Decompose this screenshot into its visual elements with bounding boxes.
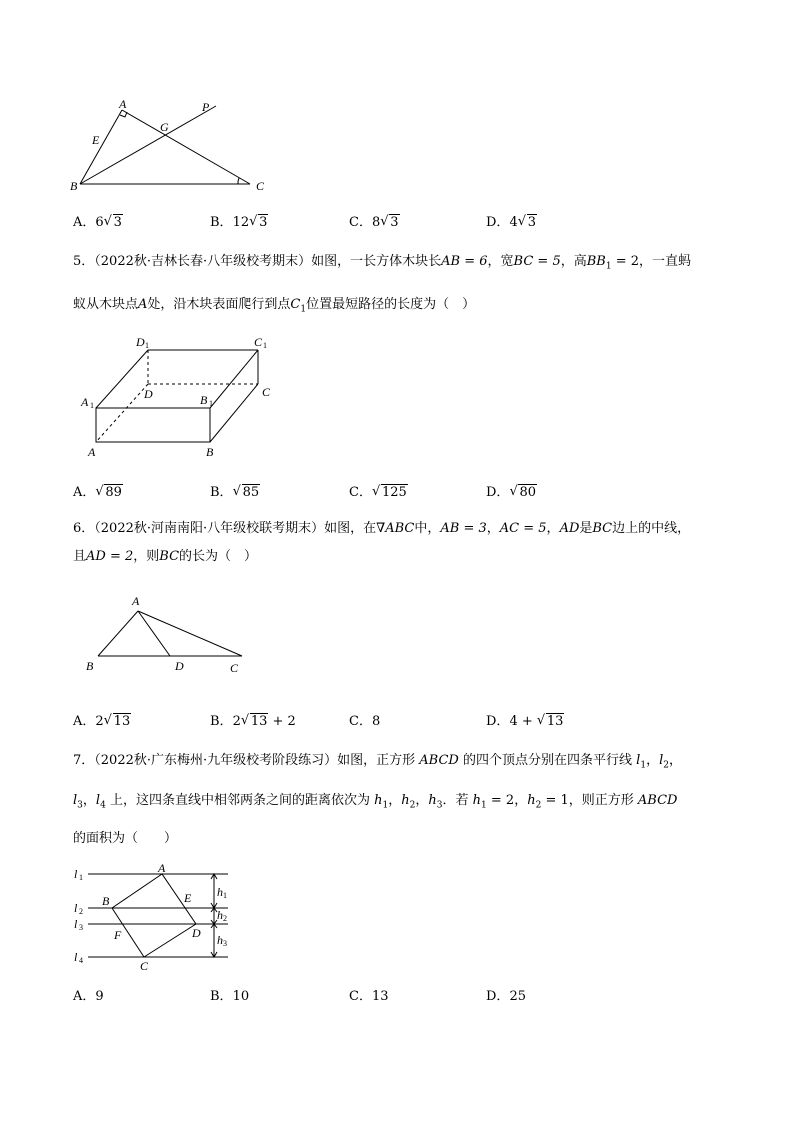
q6-option-a[interactable]: A．2√ 13 xyxy=(73,710,131,729)
svg-text:2: 2 xyxy=(223,914,227,923)
label-l4: l xyxy=(74,950,78,964)
label-d: D xyxy=(175,659,184,673)
label-l3: l xyxy=(74,917,78,931)
svg-text:1: 1 xyxy=(79,873,83,882)
label-c: C xyxy=(262,385,271,399)
svg-text:1: 1 xyxy=(263,341,267,350)
label-c: C xyxy=(140,959,149,973)
svg-text:4: 4 xyxy=(79,956,83,965)
q7-stem-line1: 7．（2022秋·广东梅州·九年级校考阶段练习）如图，正方形 ABCD 的四个顶点分别在四条平行线 $l_1$，$l_2$， xyxy=(73,753,682,771)
label-a: A xyxy=(88,445,96,459)
square-abcd xyxy=(112,874,196,957)
q7-stem-line3: 的面积为（ ） xyxy=(73,831,178,846)
q7-stem-line2: $l_3$，$l_4$ 上，这四条直线中相邻两条之间的距离依次为 $h_1$，$h_2$，$h_3$．若 $h_1 = 2$，$h_2 = 1$，则正方形 ABCD xyxy=(73,793,678,811)
side-ac xyxy=(122,110,250,184)
q5-option-c[interactable]: C．√ 125 xyxy=(349,481,408,500)
q4-option-a[interactable]: A．6√ 3 xyxy=(73,211,123,230)
q4-option-b[interactable]: B．12√ 3 xyxy=(210,211,268,230)
q5-option-d[interactable]: D．√ 80 xyxy=(486,481,537,500)
q6-stem-line2: 且AD = 2，则BC的长为（ ） xyxy=(73,549,258,564)
label-b: B xyxy=(206,445,214,459)
q5-stem-line2: 蚁从木块点A处，沿木块表面爬行到点$C_1$位置最短路径的长度为（ ） xyxy=(73,297,476,315)
label-p: P xyxy=(202,100,210,114)
q6-figure xyxy=(80,592,260,678)
label-e: E xyxy=(92,133,100,147)
label-h1: h xyxy=(217,885,223,899)
side-ab xyxy=(80,110,122,184)
label-a1: A xyxy=(81,395,89,409)
q7-option-d[interactable]: D．25 xyxy=(486,989,526,1004)
label-b1: B xyxy=(200,393,208,407)
svg-text:1: 1 xyxy=(223,891,227,900)
label-d: D xyxy=(144,387,153,401)
q6-stem-line1: 6．（2022秋·河南南阳·八年级校联考期末）如图，在∇ABC中，AB = 3，AC = 5，AD是BC边上的中线， xyxy=(73,521,691,536)
label-a: A xyxy=(132,594,140,608)
q5-option-a[interactable]: A．√ 89 xyxy=(73,481,123,500)
label-b: B xyxy=(86,659,94,673)
label-l1: l xyxy=(74,867,78,881)
q6-option-c[interactable]: C．8 xyxy=(349,714,381,729)
q6-option-b[interactable]: B．2√ 13 + 2 xyxy=(210,710,296,729)
q7-option-c[interactable]: C．13 xyxy=(349,989,389,1004)
svg-text:3: 3 xyxy=(223,939,227,948)
q4-option-d[interactable]: D．4√ 3 xyxy=(486,211,537,230)
svg-text:1: 1 xyxy=(145,341,149,350)
q7-option-a[interactable]: A．9 xyxy=(73,989,104,1004)
label-c: C xyxy=(230,661,239,675)
label-b: B xyxy=(102,894,110,908)
q4-figure xyxy=(66,98,296,196)
label-h3: h xyxy=(217,933,223,947)
label-g: G xyxy=(160,120,169,134)
svg-text:1: 1 xyxy=(90,401,94,410)
angle-c-mark xyxy=(238,178,239,184)
q6-option-d[interactable]: D．4 + √ 13 xyxy=(486,710,564,729)
q7-figure xyxy=(70,862,240,974)
svg-text:2: 2 xyxy=(79,907,83,916)
label-a: A xyxy=(119,98,127,111)
front-face xyxy=(96,408,210,442)
q4-option-c[interactable]: C．8√ 3 xyxy=(349,211,400,230)
svg-text:1: 1 xyxy=(209,399,213,408)
q5-figure xyxy=(76,334,286,462)
label-d1: D xyxy=(136,335,145,349)
label-c1: C xyxy=(254,335,263,349)
label-l2: l xyxy=(74,901,78,915)
svg-text:3: 3 xyxy=(79,923,83,932)
label-h2: h xyxy=(217,908,223,922)
label-a: A xyxy=(158,862,166,875)
q7-option-b[interactable]: B．10 xyxy=(210,989,250,1004)
q5-stem-line1: 5．（2022秋·吉林长春·八年级校考期末）如图，一长方体木块长AB = 6，宽BC = 5，高$BB_1 = 2$，一直蚂 xyxy=(73,254,692,272)
ray-bp xyxy=(80,106,216,184)
label-f: F xyxy=(114,928,122,942)
label-e: E xyxy=(184,891,192,905)
label-c: C xyxy=(256,179,265,193)
q5-option-b[interactable]: B．√ 85 xyxy=(210,481,260,500)
label-b: B xyxy=(70,179,78,193)
label-d: D xyxy=(192,926,201,940)
